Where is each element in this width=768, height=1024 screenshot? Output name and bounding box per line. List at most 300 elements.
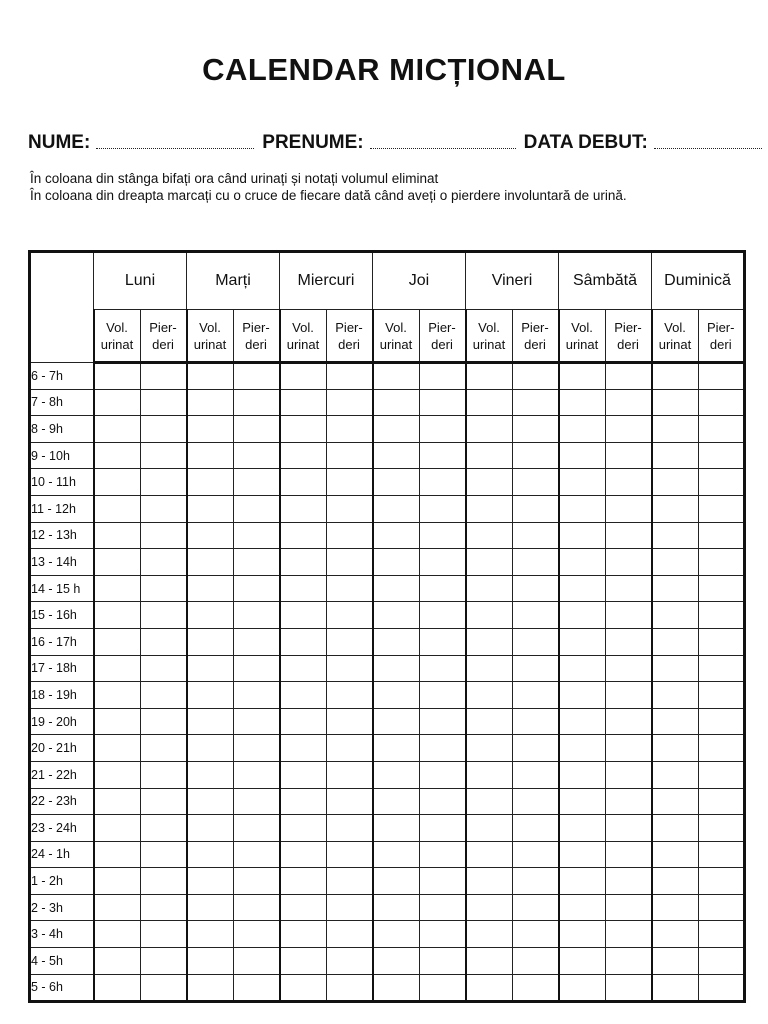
vol-urinat-cell[interactable] <box>559 495 606 522</box>
pierderi-cell[interactable] <box>233 495 280 522</box>
vol-urinat-cell[interactable] <box>187 549 234 576</box>
vol-urinat-cell[interactable] <box>373 735 420 762</box>
pierderi-cell[interactable] <box>140 549 187 576</box>
vol-urinat-cell[interactable] <box>652 735 699 762</box>
pierderi-cell[interactable] <box>326 841 373 868</box>
vol-urinat-cell[interactable] <box>466 628 513 655</box>
vol-urinat-cell[interactable] <box>373 416 420 443</box>
pierderi-cell[interactable] <box>512 841 559 868</box>
vol-urinat-cell[interactable] <box>373 841 420 868</box>
vol-urinat-cell[interactable] <box>373 469 420 496</box>
vol-urinat-cell[interactable] <box>559 363 606 390</box>
pierderi-cell[interactable] <box>419 469 466 496</box>
vol-urinat-cell[interactable] <box>466 575 513 602</box>
pierderi-cell[interactable] <box>326 363 373 390</box>
vol-urinat-cell[interactable] <box>652 921 699 948</box>
pierderi-cell[interactable] <box>512 708 559 735</box>
pierderi-cell[interactable] <box>233 735 280 762</box>
pierderi-cell[interactable] <box>512 389 559 416</box>
pierderi-cell[interactable] <box>140 841 187 868</box>
pierderi-cell[interactable] <box>605 575 652 602</box>
pierderi-cell[interactable] <box>512 522 559 549</box>
vol-urinat-cell[interactable] <box>559 974 606 1002</box>
vol-urinat-cell[interactable] <box>559 522 606 549</box>
vol-urinat-cell[interactable] <box>280 921 327 948</box>
pierderi-cell[interactable] <box>419 894 466 921</box>
vol-urinat-cell[interactable] <box>466 841 513 868</box>
vol-urinat-cell[interactable] <box>652 761 699 788</box>
vol-urinat-cell[interactable] <box>373 602 420 629</box>
nume-dotted-line[interactable] <box>96 148 254 149</box>
pierderi-cell[interactable] <box>605 495 652 522</box>
vol-urinat-cell[interactable] <box>94 788 141 815</box>
vol-urinat-cell[interactable] <box>466 363 513 390</box>
pierderi-cell[interactable] <box>326 894 373 921</box>
pierderi-cell[interactable] <box>140 735 187 762</box>
vol-urinat-cell[interactable] <box>94 815 141 842</box>
vol-urinat-cell[interactable] <box>94 363 141 390</box>
vol-urinat-cell[interactable] <box>94 708 141 735</box>
pierderi-cell[interactable] <box>605 549 652 576</box>
vol-urinat-cell[interactable] <box>652 416 699 443</box>
vol-urinat-cell[interactable] <box>559 735 606 762</box>
vol-urinat-cell[interactable] <box>187 628 234 655</box>
pierderi-cell[interactable] <box>605 948 652 975</box>
vol-urinat-cell[interactable] <box>94 442 141 469</box>
vol-urinat-cell[interactable] <box>280 655 327 682</box>
pierderi-cell[interactable] <box>233 575 280 602</box>
vol-urinat-cell[interactable] <box>559 921 606 948</box>
pierderi-cell[interactable] <box>326 628 373 655</box>
vol-urinat-cell[interactable] <box>652 363 699 390</box>
vol-urinat-cell[interactable] <box>94 894 141 921</box>
vol-urinat-cell[interactable] <box>559 868 606 895</box>
pierderi-cell[interactable] <box>512 868 559 895</box>
vol-urinat-cell[interactable] <box>187 894 234 921</box>
pierderi-cell[interactable] <box>140 948 187 975</box>
pierderi-cell[interactable] <box>698 974 745 1002</box>
vol-urinat-cell[interactable] <box>187 841 234 868</box>
pierderi-cell[interactable] <box>419 522 466 549</box>
pierderi-cell[interactable] <box>605 841 652 868</box>
pierderi-cell[interactable] <box>140 363 187 390</box>
data-debut-field[interactable] <box>524 132 762 154</box>
vol-urinat-cell[interactable] <box>466 948 513 975</box>
vol-urinat-cell[interactable] <box>280 575 327 602</box>
pierderi-cell[interactable] <box>698 788 745 815</box>
pierderi-cell[interactable] <box>605 974 652 1002</box>
vol-urinat-cell[interactable] <box>652 841 699 868</box>
pierderi-cell[interactable] <box>419 788 466 815</box>
vol-urinat-cell[interactable] <box>466 522 513 549</box>
vol-urinat-cell[interactable] <box>280 761 327 788</box>
vol-urinat-cell[interactable] <box>187 575 234 602</box>
vol-urinat-cell[interactable] <box>187 948 234 975</box>
pierderi-cell[interactable] <box>605 868 652 895</box>
vol-urinat-cell[interactable] <box>94 602 141 629</box>
pierderi-cell[interactable] <box>140 682 187 709</box>
pierderi-cell[interactable] <box>605 416 652 443</box>
vol-urinat-cell[interactable] <box>466 469 513 496</box>
pierderi-cell[interactable] <box>326 948 373 975</box>
vol-urinat-cell[interactable] <box>559 389 606 416</box>
vol-urinat-cell[interactable] <box>559 442 606 469</box>
pierderi-cell[interactable] <box>140 974 187 1002</box>
pierderi-cell[interactable] <box>605 921 652 948</box>
vol-urinat-cell[interactable] <box>280 948 327 975</box>
pierderi-cell[interactable] <box>419 602 466 629</box>
pierderi-cell[interactable] <box>512 894 559 921</box>
vol-urinat-cell[interactable] <box>652 549 699 576</box>
pierderi-cell[interactable] <box>326 575 373 602</box>
pierderi-cell[interactable] <box>419 416 466 443</box>
pierderi-cell[interactable] <box>419 495 466 522</box>
pierderi-cell[interactable] <box>326 469 373 496</box>
vol-urinat-cell[interactable] <box>466 761 513 788</box>
pierderi-cell[interactable] <box>326 522 373 549</box>
pierderi-cell[interactable] <box>233 389 280 416</box>
vol-urinat-cell[interactable] <box>466 602 513 629</box>
pierderi-cell[interactable] <box>233 815 280 842</box>
pierderi-cell[interactable] <box>233 921 280 948</box>
vol-urinat-cell[interactable] <box>94 735 141 762</box>
pierderi-cell[interactable] <box>326 708 373 735</box>
pierderi-cell[interactable] <box>698 815 745 842</box>
vol-urinat-cell[interactable] <box>466 735 513 762</box>
vol-urinat-cell[interactable] <box>466 815 513 842</box>
pierderi-cell[interactable] <box>419 363 466 390</box>
pierderi-cell[interactable] <box>512 682 559 709</box>
data-debut-dotted-line[interactable] <box>654 148 762 149</box>
pierderi-cell[interactable] <box>233 788 280 815</box>
vol-urinat-cell[interactable] <box>652 389 699 416</box>
pierderi-cell[interactable] <box>233 655 280 682</box>
pierderi-cell[interactable] <box>419 948 466 975</box>
vol-urinat-cell[interactable] <box>466 868 513 895</box>
pierderi-cell[interactable] <box>326 868 373 895</box>
vol-urinat-cell[interactable] <box>280 522 327 549</box>
vol-urinat-cell[interactable] <box>652 788 699 815</box>
pierderi-cell[interactable] <box>233 363 280 390</box>
pierderi-cell[interactable] <box>605 469 652 496</box>
pierderi-cell[interactable] <box>326 389 373 416</box>
pierderi-cell[interactable] <box>140 628 187 655</box>
vol-urinat-cell[interactable] <box>187 974 234 1002</box>
vol-urinat-cell[interactable] <box>652 655 699 682</box>
pierderi-cell[interactable] <box>140 416 187 443</box>
vol-urinat-cell[interactable] <box>559 602 606 629</box>
vol-urinat-cell[interactable] <box>187 602 234 629</box>
pierderi-cell[interactable] <box>605 708 652 735</box>
vol-urinat-cell[interactable] <box>280 416 327 443</box>
vol-urinat-cell[interactable] <box>373 788 420 815</box>
pierderi-cell[interactable] <box>605 628 652 655</box>
vol-urinat-cell[interactable] <box>652 868 699 895</box>
vol-urinat-cell[interactable] <box>187 495 234 522</box>
vol-urinat-cell[interactable] <box>559 948 606 975</box>
vol-urinat-cell[interactable] <box>559 708 606 735</box>
pierderi-cell[interactable] <box>233 948 280 975</box>
vol-urinat-cell[interactable] <box>187 469 234 496</box>
pierderi-cell[interactable] <box>140 894 187 921</box>
vol-urinat-cell[interactable] <box>373 575 420 602</box>
pierderi-cell[interactable] <box>419 655 466 682</box>
vol-urinat-cell[interactable] <box>187 682 234 709</box>
vol-urinat-cell[interactable] <box>373 948 420 975</box>
pierderi-cell[interactable] <box>419 442 466 469</box>
vol-urinat-cell[interactable] <box>652 442 699 469</box>
vol-urinat-cell[interactable] <box>373 682 420 709</box>
pierderi-cell[interactable] <box>512 469 559 496</box>
vol-urinat-cell[interactable] <box>559 894 606 921</box>
vol-urinat-cell[interactable] <box>373 389 420 416</box>
vol-urinat-cell[interactable] <box>280 841 327 868</box>
pierderi-cell[interactable] <box>140 602 187 629</box>
vol-urinat-cell[interactable] <box>280 815 327 842</box>
vol-urinat-cell[interactable] <box>373 495 420 522</box>
pierderi-cell[interactable] <box>140 495 187 522</box>
pierderi-cell[interactable] <box>419 389 466 416</box>
vol-urinat-cell[interactable] <box>652 974 699 1002</box>
pierderi-cell[interactable] <box>605 682 652 709</box>
pierderi-cell[interactable] <box>140 708 187 735</box>
vol-urinat-cell[interactable] <box>373 655 420 682</box>
pierderi-cell[interactable] <box>512 575 559 602</box>
pierderi-cell[interactable] <box>512 655 559 682</box>
pierderi-cell[interactable] <box>512 788 559 815</box>
pierderi-cell[interactable] <box>698 708 745 735</box>
vol-urinat-cell[interactable] <box>280 974 327 1002</box>
vol-urinat-cell[interactable] <box>187 522 234 549</box>
pierderi-cell[interactable] <box>698 655 745 682</box>
pierderi-cell[interactable] <box>140 522 187 549</box>
pierderi-cell[interactable] <box>140 469 187 496</box>
vol-urinat-cell[interactable] <box>559 788 606 815</box>
pierderi-cell[interactable] <box>512 442 559 469</box>
vol-urinat-cell[interactable] <box>373 815 420 842</box>
pierderi-cell[interactable] <box>233 549 280 576</box>
vol-urinat-cell[interactable] <box>187 788 234 815</box>
vol-urinat-cell[interactable] <box>373 522 420 549</box>
vol-urinat-cell[interactable] <box>280 788 327 815</box>
pierderi-cell[interactable] <box>326 655 373 682</box>
pierderi-cell[interactable] <box>233 628 280 655</box>
pierderi-cell[interactable] <box>698 495 745 522</box>
vol-urinat-cell[interactable] <box>373 549 420 576</box>
pierderi-cell[interactable] <box>326 549 373 576</box>
vol-urinat-cell[interactable] <box>559 469 606 496</box>
vol-urinat-cell[interactable] <box>652 602 699 629</box>
vol-urinat-cell[interactable] <box>94 549 141 576</box>
pierderi-cell[interactable] <box>419 708 466 735</box>
vol-urinat-cell[interactable] <box>373 708 420 735</box>
vol-urinat-cell[interactable] <box>94 974 141 1002</box>
pierderi-cell[interactable] <box>605 788 652 815</box>
vol-urinat-cell[interactable] <box>187 442 234 469</box>
pierderi-cell[interactable] <box>233 522 280 549</box>
pierderi-cell[interactable] <box>605 442 652 469</box>
pierderi-cell[interactable] <box>233 841 280 868</box>
vol-urinat-cell[interactable] <box>187 868 234 895</box>
pierderi-cell[interactable] <box>698 628 745 655</box>
vol-urinat-cell[interactable] <box>94 389 141 416</box>
vol-urinat-cell[interactable] <box>94 655 141 682</box>
vol-urinat-cell[interactable] <box>373 628 420 655</box>
vol-urinat-cell[interactable] <box>280 442 327 469</box>
vol-urinat-cell[interactable] <box>280 628 327 655</box>
vol-urinat-cell[interactable] <box>94 841 141 868</box>
vol-urinat-cell[interactable] <box>373 363 420 390</box>
pierderi-cell[interactable] <box>698 868 745 895</box>
vol-urinat-cell[interactable] <box>94 628 141 655</box>
pierderi-cell[interactable] <box>233 416 280 443</box>
pierderi-cell[interactable] <box>605 363 652 390</box>
pierderi-cell[interactable] <box>605 735 652 762</box>
pierderi-cell[interactable] <box>605 602 652 629</box>
pierderi-cell[interactable] <box>326 495 373 522</box>
vol-urinat-cell[interactable] <box>280 708 327 735</box>
pierderi-cell[interactable] <box>512 416 559 443</box>
pierderi-cell[interactable] <box>698 469 745 496</box>
vol-urinat-cell[interactable] <box>466 921 513 948</box>
pierderi-cell[interactable] <box>698 682 745 709</box>
pierderi-cell[interactable] <box>326 921 373 948</box>
vol-urinat-cell[interactable] <box>94 682 141 709</box>
pierderi-cell[interactable] <box>326 788 373 815</box>
pierderi-cell[interactable] <box>233 442 280 469</box>
vol-urinat-cell[interactable] <box>559 416 606 443</box>
vol-urinat-cell[interactable] <box>373 974 420 1002</box>
vol-urinat-cell[interactable] <box>466 682 513 709</box>
pierderi-cell[interactable] <box>512 628 559 655</box>
vol-urinat-cell[interactable] <box>466 788 513 815</box>
pierderi-cell[interactable] <box>698 894 745 921</box>
pierderi-cell[interactable] <box>140 921 187 948</box>
pierderi-cell[interactable] <box>698 549 745 576</box>
vol-urinat-cell[interactable] <box>559 761 606 788</box>
pierderi-cell[interactable] <box>605 655 652 682</box>
vol-urinat-cell[interactable] <box>94 948 141 975</box>
pierderi-cell[interactable] <box>698 948 745 975</box>
vol-urinat-cell[interactable] <box>373 921 420 948</box>
vol-urinat-cell[interactable] <box>280 602 327 629</box>
vol-urinat-cell[interactable] <box>373 868 420 895</box>
pierderi-cell[interactable] <box>233 974 280 1002</box>
pierderi-cell[interactable] <box>512 815 559 842</box>
vol-urinat-cell[interactable] <box>187 815 234 842</box>
pierderi-cell[interactable] <box>698 522 745 549</box>
pierderi-cell[interactable] <box>698 602 745 629</box>
vol-urinat-cell[interactable] <box>280 735 327 762</box>
vol-urinat-cell[interactable] <box>94 495 141 522</box>
pierderi-cell[interactable] <box>140 788 187 815</box>
pierderi-cell[interactable] <box>326 815 373 842</box>
pierderi-cell[interactable] <box>326 442 373 469</box>
pierderi-cell[interactable] <box>512 761 559 788</box>
pierderi-cell[interactable] <box>512 602 559 629</box>
vol-urinat-cell[interactable] <box>280 389 327 416</box>
pierderi-cell[interactable] <box>512 363 559 390</box>
vol-urinat-cell[interactable] <box>652 682 699 709</box>
pierderi-cell[interactable] <box>698 575 745 602</box>
vol-urinat-cell[interactable] <box>652 894 699 921</box>
vol-urinat-cell[interactable] <box>187 921 234 948</box>
pierderi-cell[interactable] <box>698 761 745 788</box>
nume-field[interactable] <box>28 132 254 154</box>
vol-urinat-cell[interactable] <box>466 974 513 1002</box>
vol-urinat-cell[interactable] <box>94 761 141 788</box>
pierderi-cell[interactable] <box>698 416 745 443</box>
vol-urinat-cell[interactable] <box>94 921 141 948</box>
prenume-field[interactable] <box>262 132 515 154</box>
pierderi-cell[interactable] <box>140 442 187 469</box>
vol-urinat-cell[interactable] <box>559 549 606 576</box>
pierderi-cell[interactable] <box>233 894 280 921</box>
pierderi-cell[interactable] <box>326 416 373 443</box>
vol-urinat-cell[interactable] <box>652 495 699 522</box>
vol-urinat-cell[interactable] <box>280 894 327 921</box>
vol-urinat-cell[interactable] <box>466 389 513 416</box>
pierderi-cell[interactable] <box>698 442 745 469</box>
pierderi-cell[interactable] <box>698 921 745 948</box>
vol-urinat-cell[interactable] <box>187 389 234 416</box>
pierderi-cell[interactable] <box>605 761 652 788</box>
vol-urinat-cell[interactable] <box>280 495 327 522</box>
vol-urinat-cell[interactable] <box>373 442 420 469</box>
pierderi-cell[interactable] <box>326 682 373 709</box>
vol-urinat-cell[interactable] <box>559 628 606 655</box>
vol-urinat-cell[interactable] <box>280 682 327 709</box>
pierderi-cell[interactable] <box>698 363 745 390</box>
vol-urinat-cell[interactable] <box>559 841 606 868</box>
pierderi-cell[interactable] <box>419 628 466 655</box>
pierderi-cell[interactable] <box>419 815 466 842</box>
pierderi-cell[interactable] <box>419 575 466 602</box>
pierderi-cell[interactable] <box>233 682 280 709</box>
vol-urinat-cell[interactable] <box>466 894 513 921</box>
pierderi-cell[interactable] <box>605 522 652 549</box>
pierderi-cell[interactable] <box>140 868 187 895</box>
pierderi-cell[interactable] <box>140 815 187 842</box>
vol-urinat-cell[interactable] <box>652 522 699 549</box>
vol-urinat-cell[interactable] <box>187 416 234 443</box>
vol-urinat-cell[interactable] <box>652 628 699 655</box>
pierderi-cell[interactable] <box>233 469 280 496</box>
vol-urinat-cell[interactable] <box>466 495 513 522</box>
pierderi-cell[interactable] <box>605 894 652 921</box>
vol-urinat-cell[interactable] <box>652 948 699 975</box>
vol-urinat-cell[interactable] <box>94 522 141 549</box>
vol-urinat-cell[interactable] <box>466 549 513 576</box>
vol-urinat-cell[interactable] <box>187 735 234 762</box>
pierderi-cell[interactable] <box>419 974 466 1002</box>
vol-urinat-cell[interactable] <box>559 815 606 842</box>
vol-urinat-cell[interactable] <box>466 655 513 682</box>
pierderi-cell[interactable] <box>140 575 187 602</box>
pierderi-cell[interactable] <box>419 735 466 762</box>
vol-urinat-cell[interactable] <box>652 469 699 496</box>
pierderi-cell[interactable] <box>233 761 280 788</box>
vol-urinat-cell[interactable] <box>559 575 606 602</box>
vol-urinat-cell[interactable] <box>559 655 606 682</box>
vol-urinat-cell[interactable] <box>280 549 327 576</box>
pierderi-cell[interactable] <box>419 921 466 948</box>
vol-urinat-cell[interactable] <box>94 416 141 443</box>
pierderi-cell[interactable] <box>512 948 559 975</box>
vol-urinat-cell[interactable] <box>280 469 327 496</box>
pierderi-cell[interactable] <box>419 549 466 576</box>
vol-urinat-cell[interactable] <box>652 575 699 602</box>
